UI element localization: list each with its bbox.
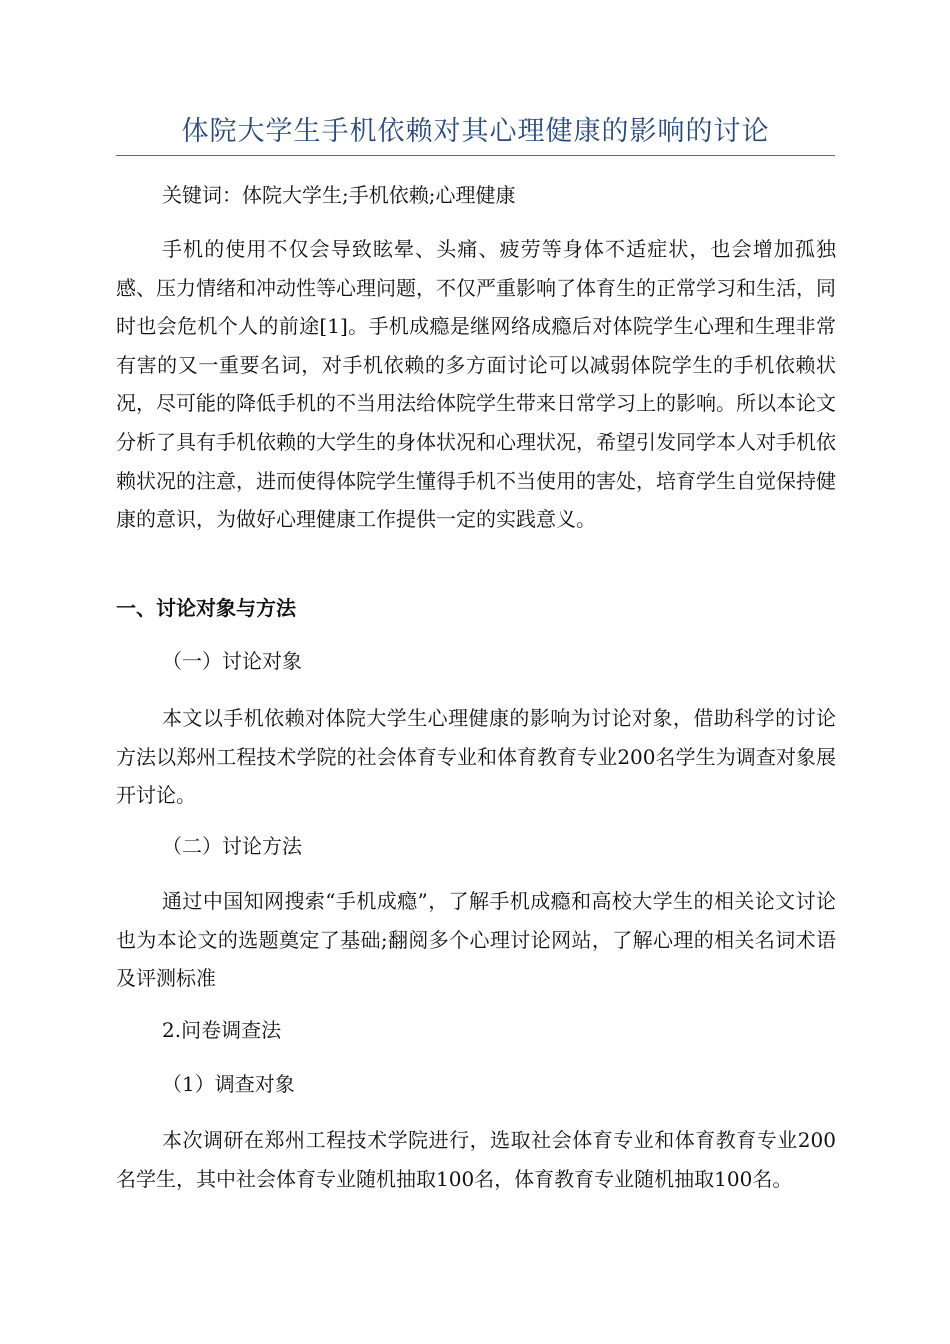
subsection-heading: （一）讨论对象 (162, 649, 302, 673)
document-title: 体院大学生手机依赖对其心理健康的影响的讨论 (181, 116, 770, 147)
method-heading: 2.问卷调查法 (162, 1018, 282, 1042)
method-paragraph: 本次调研在郑州工程技术学院进行，选取社会体育专业和体育教育专业200名学生，其中社会体育专业随机抽取100名，体育教育专业随机抽取100名。 (116, 1128, 836, 1191)
method-subheading: （1）调查对象 (162, 1072, 295, 1096)
subsection-paragraph: 本文以手机依赖对体院大学生心理健康的影响为讨论对象，借助科学的讨论方法以郑州工程技术学院的社会体育专业和体育教育专业200名学生为调查对象展开讨论。 (116, 706, 836, 808)
keywords-line: 关键词：体院大学生;手机依赖;心理健康 (162, 183, 516, 207)
subsection-paragraph: 通过中国知网搜索“手机成瘾”，了解手机成瘾和高校大学生的相关论文讨论也为本论文的选题奠定了基础;翻阅多个心理讨论网站，了解心理的相关名词术语及评测标准 (116, 889, 836, 991)
title-underline (116, 155, 835, 156)
subsection-heading: （二）讨论方法 (162, 834, 302, 858)
section-heading: 一、讨论对象与方法 (116, 596, 296, 620)
intro-paragraph: 手机的使用不仅会导致眩晕、头痛、疲劳等身体不适症状，也会增加孤独感、压力情绪和冲动性等心理问题，不仅严重影响了体育生的正常学习和生活，同时也会危机个人的前途[1]。手机成瘾是继网络成瘾后对体院学生心理和生理非常有害的又一重要名词，对手机依赖的多方面讨论可以减弱体院学生的手机依赖状况，尽可能的降低手机的不当用法给体院学生带来日常学习上的影响。所以本论文分析了具有手机依赖的大学生的身体状况和心理状况，希望引发同学本人对手机依赖状况的注意，进而使得体院学生懂得手机不当使用的害处，培育学生自觉保持健康的意识，为做好心理健康工作提供一定的实践意义。 (116, 237, 836, 532)
